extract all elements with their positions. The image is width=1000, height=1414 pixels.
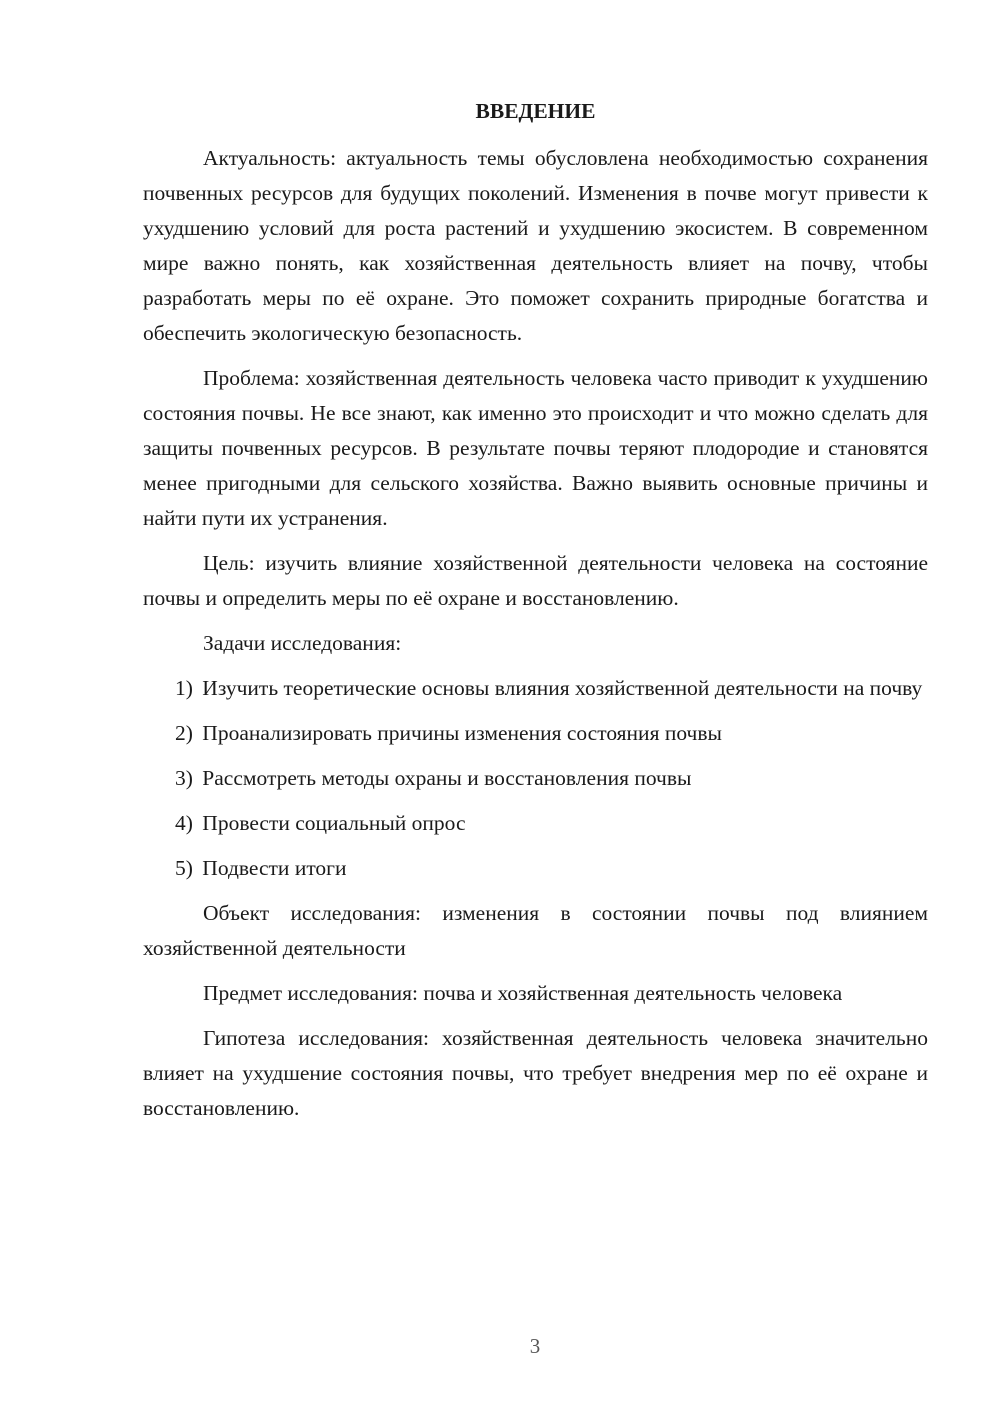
list-item-text: Рассмотреть методы охраны и восстановления почвы xyxy=(202,766,692,790)
list-item xyxy=(143,671,928,706)
list-item xyxy=(143,716,928,751)
list-item xyxy=(143,851,928,886)
list-item-number: 2) xyxy=(175,721,193,745)
tasks-heading: Задачи исследования: xyxy=(203,631,402,655)
paragraph-object: Объект исследования: изменения в состоянии почвы под влиянием хозяйственной деятельности xyxy=(143,901,928,960)
list-item-number: 3) xyxy=(175,766,193,790)
paragraph-goal: Цель: изучить влияние хозяйственной деятельности человека на состояние почвы и определить меры по её охране и восстановлению. xyxy=(143,551,928,610)
list-item-text: Подвести итоги xyxy=(202,856,347,880)
page-number: 3 xyxy=(529,1334,541,1358)
paragraph-relevance: Актуальность: актуальность темы обусловлена необходимостью сохранения почвенных ресурсов для будущих поколений. Изменения в почве могут привести к ухудшению условий для роста растений и ухудшению экосистем. В современном мире важно понять, как хозяйственная деятельность влияет на почву, чтобы разработать меры по её охране. Это поможет сохранить природные богатства и обеспечить экологическую безопасность. xyxy=(143,146,928,345)
list-item-number: 5) xyxy=(175,856,193,880)
paragraph-hypothesis: Гипотеза исследования: хозяйственная деятельность человека значительно влияет на ухудшение состояния почвы, что требует внедрения мер по её охране и восстановлению. xyxy=(143,1026,928,1120)
list-item xyxy=(143,761,928,796)
list-item-number: 4) xyxy=(175,811,193,835)
paragraph-subject: Предмет исследования: почва и хозяйственная деятельность человека xyxy=(203,981,843,1005)
list-item-text: Провести социальный опрос xyxy=(202,811,466,835)
tasks-list xyxy=(143,671,928,886)
list-item-text: Изучить теоретические основы влияния хозяйственной деятельности на почву xyxy=(202,676,923,700)
page-title: ВВЕДЕНИЕ xyxy=(475,99,596,123)
list-item xyxy=(143,806,928,841)
list-item-number: 1) xyxy=(175,676,193,700)
list-item-text: Проанализировать причины изменения состояния почвы xyxy=(202,721,722,745)
page-content xyxy=(143,94,928,1126)
paragraph-problem: Проблема: хозяйственная деятельность человека часто приводит к ухудшению состояния почвы. Не все знают, как именно это происходит и что можно сделать для защиты почвенных ресурсов. В результате почвы теряют плодородие и становятся менее пригодными для сельского хозяйства. Важно выявить основные причины и найти пути их устранения. xyxy=(143,366,928,530)
